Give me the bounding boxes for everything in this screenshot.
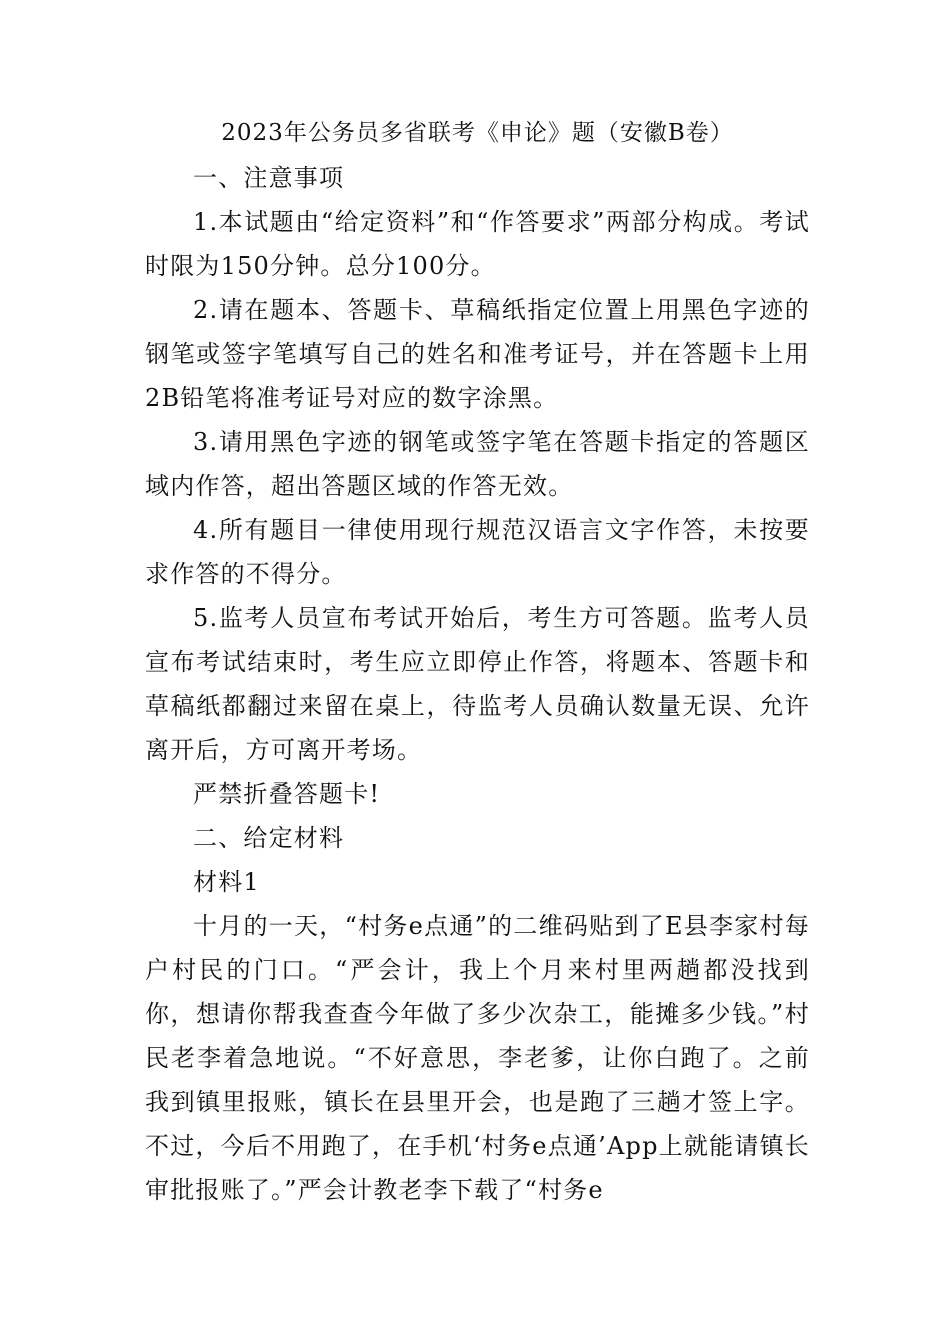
- warning-text: 严禁折叠答题卡!: [193, 780, 381, 808]
- material-1-paragraph: 十月的一天，“村务e点通”的二维码贴到了E县李家村每户村民的门口。“严会计，我上个月来村里两趟都没找到你，想请你帮我查查今年做了多少次杂工，能摊多少钱。”村民老李着急地说。“不好意思，李老爹，让你白跑了。之前我到镇里报账，镇长在县里开会，也是跑了三趟才签上字。不过，今后不用跑了，在手机‘村务e点通’App上就能请镇长审批报账了。”严会计教老李下载了“村务e: [145, 912, 810, 1204]
- note-item-4: 4.所有题目一律使用现行规范汉语言文字作答，未按要求作答的不得分。: [145, 516, 810, 588]
- note-item-5: 5.监考人员宣布考试开始后，考生方可答题。监考人员宣布考试结束时，考生应立即停止作答，将题本、答题卡和草稿纸都翻过来留在桌上，待监考人员确认数量无误、允许离开后，方可离开考场。: [145, 604, 810, 764]
- note-item-2: 2.请在题本、答题卡、草稿纸指定位置上用黑色字迹的钢笔或签字笔填写自己的姓名和准考证号，并在答题卡上用2B铅笔将准考证号对应的数字涂黑。: [145, 296, 810, 412]
- section-heading-notes: 一、注意事项: [193, 164, 345, 192]
- note-item-1: 1.本试题由“给定资料”和“作答要求”两部分构成。考试时限为150分钟。总分100分。: [145, 208, 810, 280]
- section-heading-materials: 二、给定材料: [193, 824, 345, 852]
- note-item-3: 3.请用黑色字迹的钢笔或签字笔在答题卡指定的答题区域内作答，超出答题区域的作答无效。: [145, 428, 810, 500]
- page-title: 2023年公务员多省联考《申论》题（安徽B卷）: [221, 120, 734, 146]
- document-page: [145, 110, 810, 1212]
- material-1-heading: 材料1: [193, 868, 260, 896]
